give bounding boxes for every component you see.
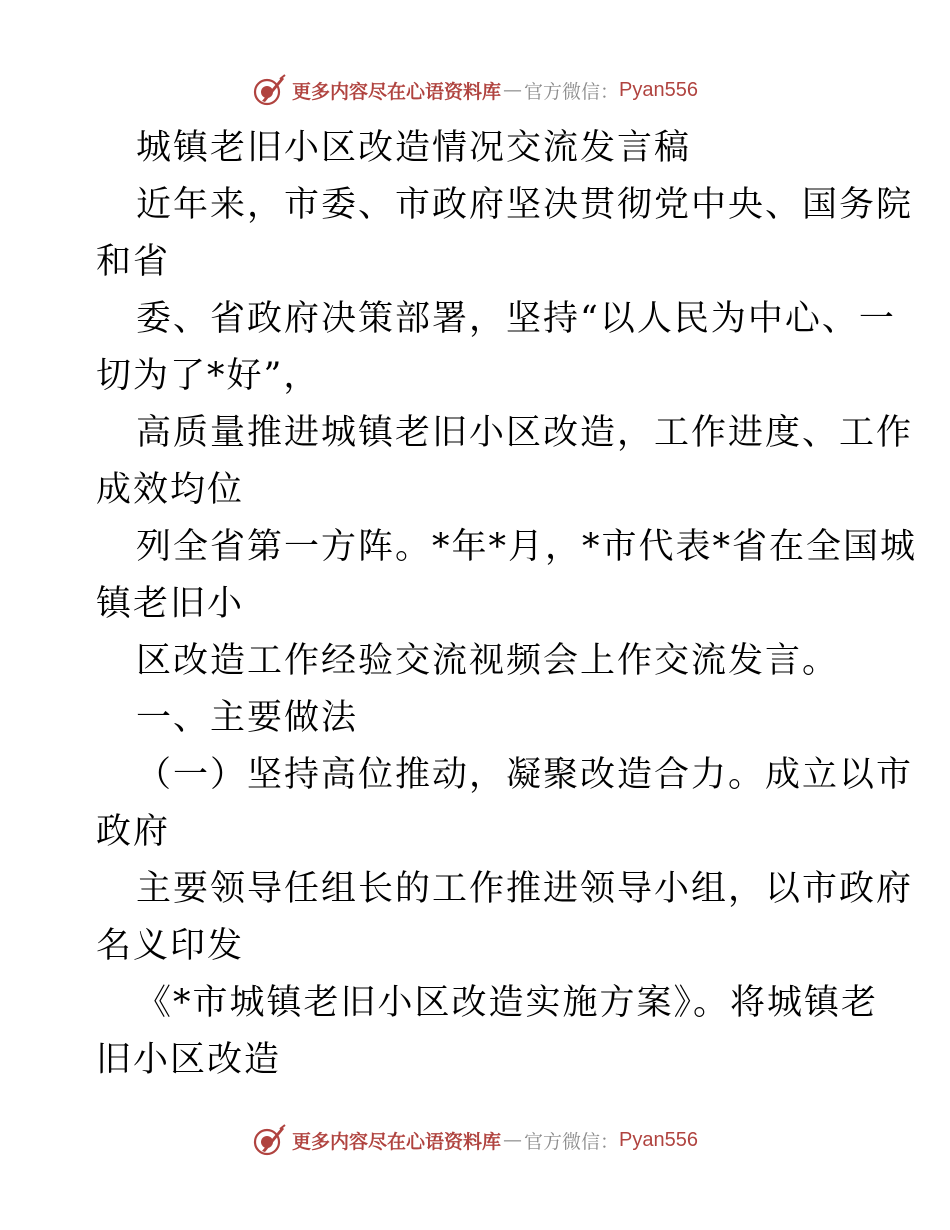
watermark-banner-top — [0, 72, 950, 108]
text-line: 《*市城镇老旧小区改造实施方案》。将城镇老 — [136, 983, 879, 1023]
text-line: 近年来，市委、市政府坚决贯彻党中央、国务院 — [136, 185, 914, 225]
text-line: 主要领导任组长的工作推进领导小组，以市政府 — [136, 869, 914, 909]
text-line: 列全省第一方阵。*年*月，*市代表*省在全国城 — [136, 527, 918, 567]
quill-logo-icon — [252, 73, 286, 107]
text-line: 名义印发 — [96, 926, 245, 966]
banner-wechat-label: 官方微信： — [524, 80, 620, 103]
document-body — [96, 120, 918, 1089]
banner-main-text: 更多内容尽在心语资料库 — [292, 1130, 502, 1153]
document-title: 城镇老旧小区改造情况交流发言稿 — [136, 128, 692, 168]
text-line: （一）坚持高位推动，凝聚改造合力。成立以市 — [136, 755, 914, 795]
text-line: 高质量推进城镇老旧小区改造，工作进度、工作 — [136, 413, 914, 453]
text-line: 镇老旧小 — [96, 584, 245, 624]
banner-wechat-label: 官方微信： — [524, 1130, 620, 1153]
text-line: 委、省政府决策部署，坚持“以人民为中心、一 — [136, 299, 896, 339]
text-line: 切为了*好”， — [96, 356, 321, 396]
text-line: 成效均位 — [96, 470, 245, 510]
text-line: 旧小区改造 — [96, 1040, 282, 1080]
banner-main-text: 更多内容尽在心语资料库 — [292, 80, 502, 103]
banner-wechat-id: Pyan556 — [619, 1128, 698, 1151]
text-line: 和省 — [96, 242, 171, 282]
watermark-banner-bottom — [0, 1122, 950, 1158]
banner-dash: — — [503, 79, 523, 101]
text-line: 政府 — [96, 812, 171, 852]
quill-logo-icon — [252, 1123, 286, 1157]
text-line: 区改造工作经验交流视频会上作交流发言。 — [136, 641, 840, 681]
banner-dash: — — [503, 1129, 523, 1151]
section-heading: 一、主要做法 — [136, 698, 359, 738]
banner-wechat-id: Pyan556 — [619, 78, 698, 101]
